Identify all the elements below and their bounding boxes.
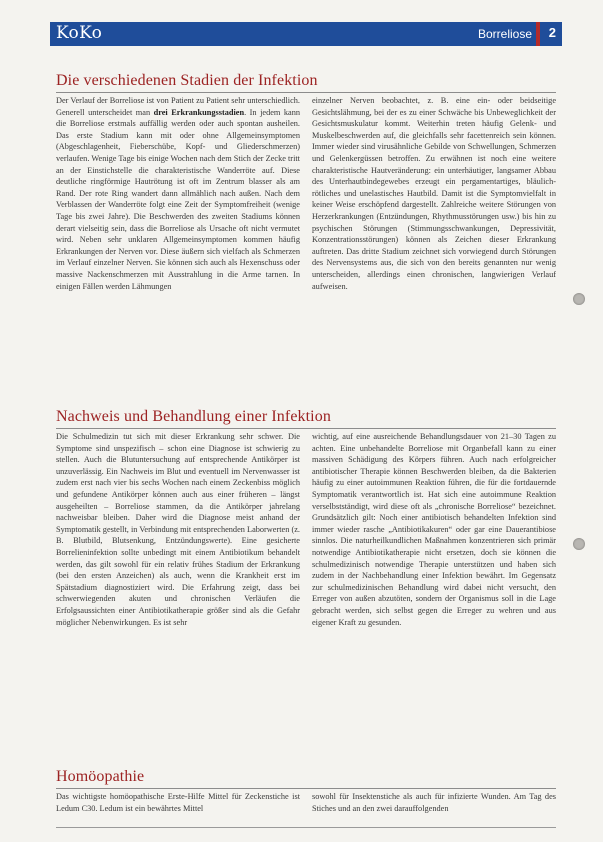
section-heading: Die verschiedenen Stadien der Infektion (56, 72, 318, 89)
header-bar (50, 22, 562, 46)
footer-rule (56, 827, 556, 828)
heading-rule (56, 788, 556, 789)
body-text: Das wichtigste homöopathische Erste-Hilfe Mittel für Zeckenstiche ist Ledum C30. Ledum ist ein bewährtes Mittel (56, 792, 300, 813)
column-right (312, 95, 556, 327)
section-heading: Nachweis und Behandlung einer Infektion (56, 408, 331, 425)
accent-marker (536, 22, 540, 46)
binder-hole (573, 293, 585, 305)
body-text: wichtig, auf eine ausreichende Behandlungsdauer von 21–30 Tagen zu achten. Eine unbehandelte Borreliose mit Organbefall kann zu einer massiven Schädigung des Körpers führen. Auch nach erfolgreicher antibiotischer Therapie können Beschwerden bleiben, da die Bakterien häufig zu einer autoimmunen Reaktion führen, die für die fortdauernde Symptomatik verantwortlich ist. Hat sich eine autoimmune Reaktion verselbstständigt, wird diese oft als „chronische Borreliose“ bezeichnet. Grundsätzlich gilt: Noch einer antibiotisch behandelten Infektion sind immer wieder rasche „Antibiotikakuren“ oder gar eine Dauerantibiose sinnlos. Die naturheilkundlichen Maßnahmen konzentrieren sich primär notwendige Antibiotikatherapie nicht ersetzen, doch sie können die schulmedizinisch notwendige Therapie unterstützen und haben sich zudem in der Nachbehandlung einer Infektion bewährt. Im Gegensatz zur schulmedizinischen Behandlung wird dabei nicht versucht, den Erreger von außen abzutöten, sondern der Organismus soll in die Lage gebracht werden, sich selbst gegen die Erreger zu wehren und aus eigener Kraft zu gesunden. (312, 432, 556, 627)
column-left (56, 95, 300, 327)
column-left (56, 431, 300, 733)
column-right (312, 431, 556, 733)
section-homeopathy (56, 767, 556, 815)
section-heading: Homöopathie (56, 768, 145, 785)
page-number: 2 (548, 25, 556, 40)
body-text: . In jedem kann die Borreliose erstmals auffällig werden oder auch spontan ausheilen. Das erste Stadium kann mit oder ohne Allgemeinsymptomen (Abgeschlagenheit, Fieberschübe, Kopf- und Gliederschmerzen) verlaufen. Wenige Tage bis einige Wochen nach dem Stich der Zecke tritt an der Einstichstelle die charakteristische Wanderröte auf. Diese deutliche ringförmige Hautrötung ist oft im Zentrum blasser als am Rand. Der rote Ring wandert dann allmählich nach außen. Nach dem Verblassen der Wanderröte folgt eine Zeit der Symptomfreiheit (wenige Tage bis zwei Jahre). Die Beschwerden des zweiten Stadiums können derart vielseitig sein, dass die Borreliose als Ursache oft nicht vermutet wird. Neben sehr unklaren Allgemeinsymptomen kommen häufig Erkrankungen der Nerven vor. Diese äußern sich vielfach als Schmerzen im Verlauf einzelner Nerven. Sie können sich auch als Hexenschuss oder massive Nackenschmerzen mit Ausstrahlung in die Arme tarnen. In einigen Fällen werden Lähmungen (56, 107, 300, 291)
body-text: sowohl für Insektenstiche als auch für infizierte Wunden. Am Tag des Stiches und an den zwei darauffolgenden (312, 792, 556, 813)
section-stages (56, 71, 556, 327)
column-right (312, 791, 556, 815)
binder-hole (573, 538, 585, 550)
magazine-logo: KoKo (56, 23, 103, 43)
body-text: einzelner Nerven beobachtet, z. B. eine ein- oder beidseitige Gesichtslähmung, bei der es zu einer Schwäche bis Unbeweglichkeit der Gesichtsmuskulatur kommt. Weiterhin treten häufig Gelenk- und Muskelbeschwerden auf, die gleichfalls sehr facettenreich sein können. Immer wieder sind virusähnliche Gebilde von Schwellungen, Schmerzen und Gelenkergüssen betroffen. Zu erwähnen ist noch eine weitere charakteristische Hautveränderung: ein unterhäutiger, langsamer Abbau des Unterhautbindegewebes erzeugt ein pergamentartiges, bläulich-rötliches und unelastisches Hautbild. Damit ist die Symptomvielfalt in keiner Weise erschöpfend dargestellt. Zahlreiche weitere Störungen von Herzerkrankungen (Entzündungen, Rhythmusstörungen usw.) bis hin zu psychischen Störungen (Stimmungsschwankungen, Depressivität, Konzentrationsstörungen) können als Zeichen dieser Erkrankung auftreten. Das dritte Stadium zeichnet sich vorwiegend durch Störungen des Nervensystems aus, die sich von den bereits genannten nur wenig unterscheiden, allerdings einen chronischen, langwierigen Verlauf aufweisen. (312, 96, 556, 291)
section-label: Borreliose (477, 27, 532, 41)
heading-rule (56, 428, 556, 429)
column-left (56, 791, 300, 815)
emphasis-text: drei Erkrankungsstadien (153, 107, 245, 117)
section-diagnosis (56, 407, 556, 733)
body-text: Die Schulmedizin tut sich mit dieser Erkrankung sehr schwer. Die Symptome sind unspezifisch – schon eine Diagnose ist schwierig zu stellen. Auch die Blutuntersuchung auf entsprechende Antikörper ist unzuverlässig. Ein Nachweis im Blut und eventuell im Nervenwasser ist zudem erst nach vier bis sechs Wochen nach einem Zeckenbiss möglich und gefundene Antikörper können auch aus einer früheren – längst ausgeheilten – Borreliose stammen, da die Antikörper jahrelang nachweisbar bleiben. Daher wird die Diagnose meist anhand der Symptomatik gestellt, in Verbindung mit entsprechenden Laborwerten (z. B. Blutbild, Blutsenkung, Entzündungswerte). Eine gesicherte Borrelieninfektion sollte unbedingt mit einem Antibiotikum behandelt werden, das gilt sowohl für ein relativ frühes Stadium der Erkrankung (bei den ersten Anzeichen) als auch, wenn die Krankheit erst im Spätstadium diagnostiziert wird. Die Erfahrung zeigt, dass bei schwerwiegenden akuten und chronischen Verläufen die Erfolgsaussichten einer Antibiotikatherapie größer sind als die Gefahr möglicher Nebenwirkungen. Es ist sehr (56, 432, 300, 627)
heading-rule (56, 92, 556, 93)
body-text: Der Verlauf der Borreliose ist von Patient zu Patient sehr unterschiedlich. Generell unterscheidet man (56, 96, 300, 117)
